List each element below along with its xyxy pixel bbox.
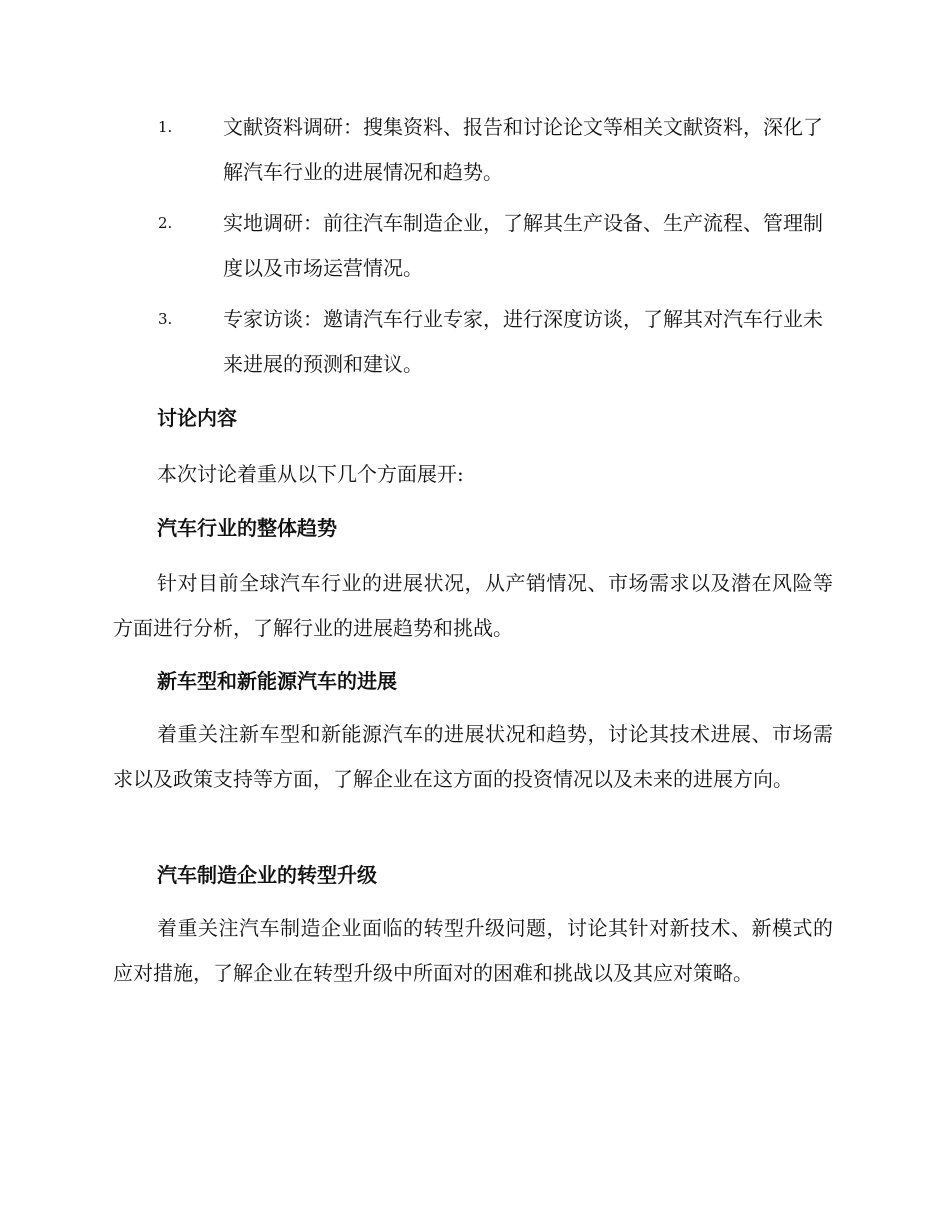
list-number: 3. — [158, 310, 173, 328]
list-number: 2. — [158, 214, 173, 232]
list-item-text: 文献资料调研：搜集资料、报告和讨论论文等相关文献资料，深化了解汽车行业的进展情况和趋势。 — [223, 115, 823, 184]
topic-heading-1: 汽车行业的整体趋势 — [157, 516, 337, 540]
list-text — [113, 105, 833, 195]
list-item-text: 实地调研：前往汽车制造企业，了解其生产设备、生产流程、管理制度以及市场运营情况。 — [223, 211, 823, 280]
list-number: 1. — [158, 118, 173, 136]
list-item-3 — [113, 297, 833, 387]
topic-body-3: 着重关注汽车制造企业面临的转型升级问题，讨论其针对新技术、新模式的应对措施，了解企业在转型升级中所面对的困难和挑战以及其应对策略。 — [113, 916, 833, 985]
list-item-text: 专家访谈：邀请汽车行业专家，进行深度访谈，了解其对汽车行业未来进展的预测和建议。 — [223, 307, 823, 376]
list-text — [113, 201, 833, 291]
list-item-1 — [113, 105, 833, 195]
topic-body-1: 针对目前全球汽车行业的进展状况，从产销情况、市场需求以及潜在风险等方面进行分析，了解行业的进展趋势和挑战。 — [113, 571, 833, 640]
topic-heading-3: 汽车制造企业的转型升级 — [157, 863, 377, 887]
list-item-2 — [113, 201, 833, 291]
section-heading: 讨论内容 — [157, 406, 237, 430]
list-text — [113, 297, 833, 387]
topic-body-2: 着重关注新车型和新能源汽车的进展状况和趋势，讨论其技术进展、市场需求以及政策支持等方面，了解企业在这方面的投资情况以及未来的进展方向。 — [113, 722, 833, 791]
section-intro: 本次讨论着重从以下几个方面展开: — [157, 462, 464, 486]
topic-heading-2: 新车型和新能源汽车的进展 — [157, 669, 397, 693]
